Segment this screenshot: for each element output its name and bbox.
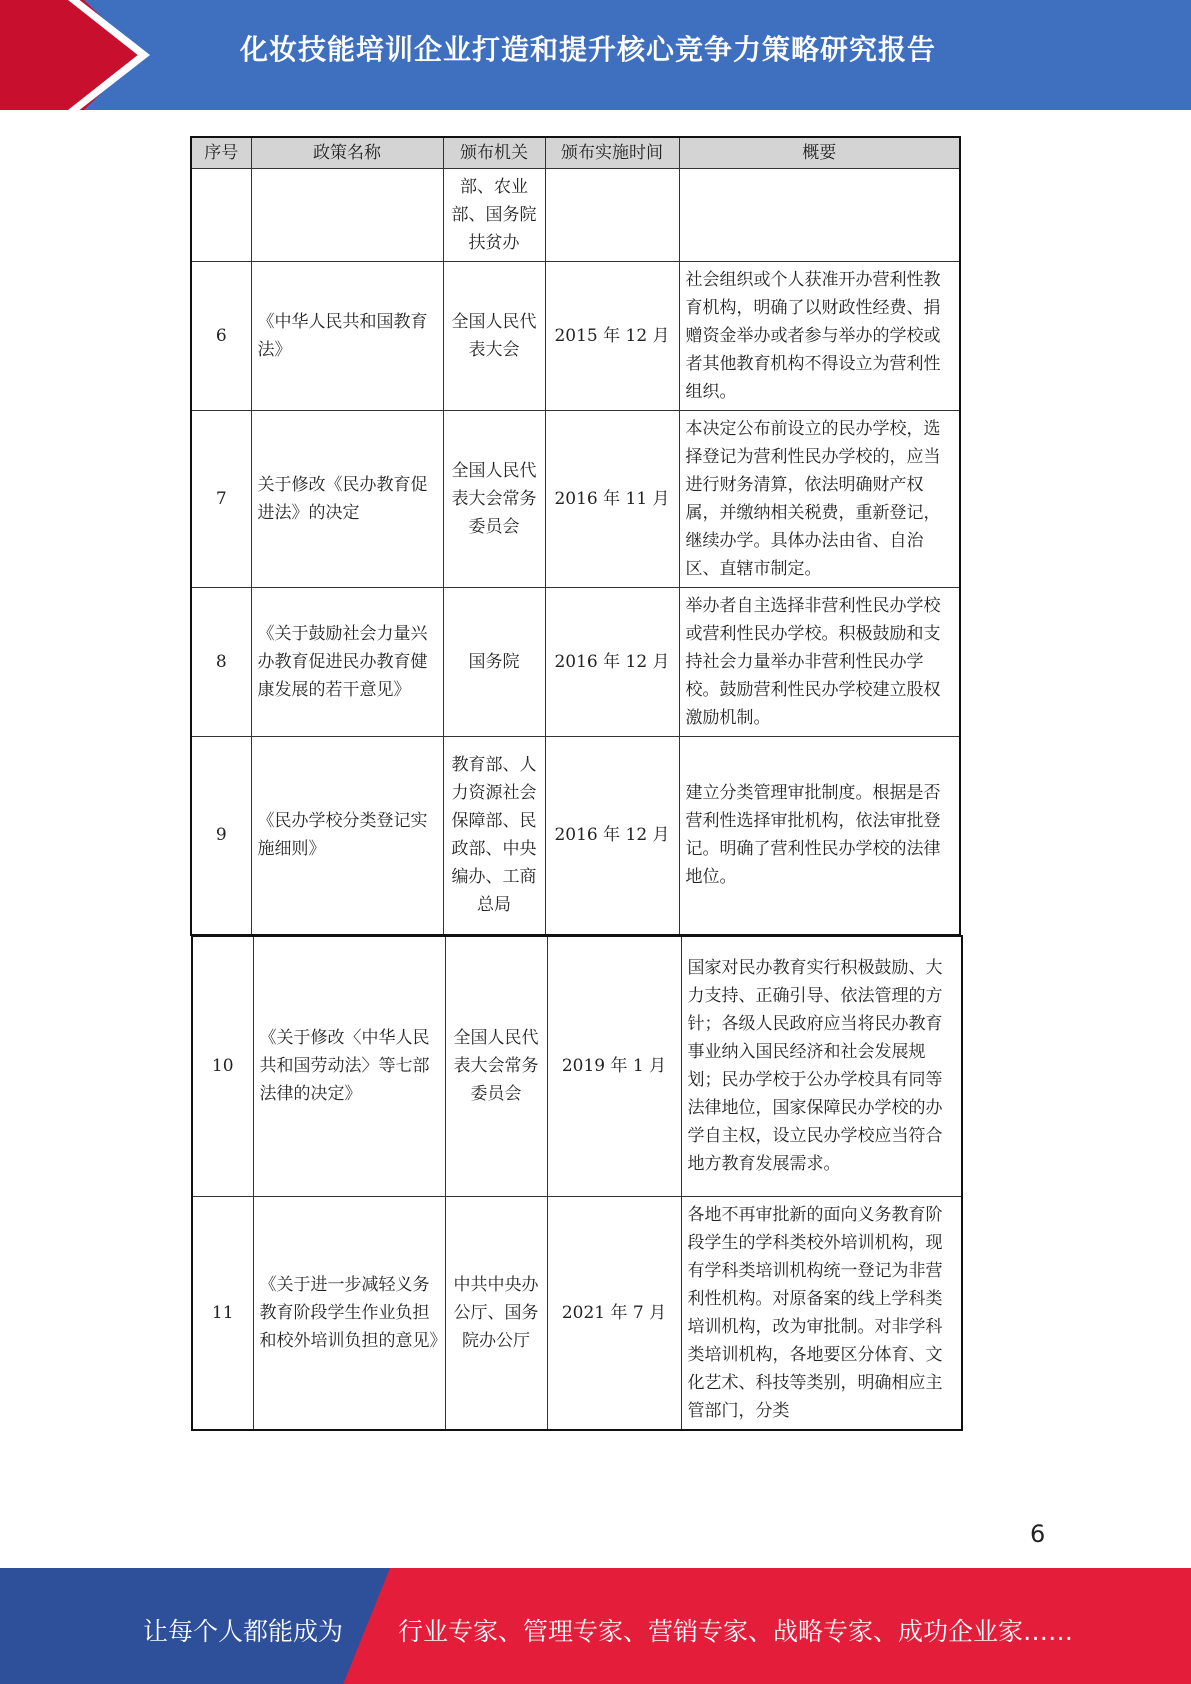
cell-no: 7	[191, 411, 251, 588]
cell-no: 11	[192, 1196, 253, 1430]
page-number: 6	[1030, 1520, 1046, 1548]
cell-date: 2015 年 12 月	[545, 262, 679, 411]
cell-agency: 教育部、人力资源社会保障部、民政部、中央编办、工商总局	[443, 737, 545, 935]
header-agency: 颁布机关	[443, 137, 545, 169]
footer-slogan-right: 行业专家、管理专家、营销专家、战略专家、成功企业家……	[398, 1617, 1074, 1646]
cell-summary: 建立分类管理审批制度。根据是否营利性选择审批机构，依法审批登记。明确了营利性民办学校的法律地位。	[679, 737, 960, 935]
header-name: 政策名称	[251, 137, 443, 169]
cell-agency: 国务院	[443, 588, 545, 737]
cell-no: 6	[191, 262, 251, 411]
cell-date: 2019 年 1 月	[547, 936, 681, 1196]
cell-agency: 全国人民代表大会	[443, 262, 545, 411]
cell-no: 10	[192, 936, 253, 1196]
report-title: 化妆技能培训企业打造和提升核心竞争力策略研究报告	[240, 33, 937, 66]
cell-name: 关于修改《民办教育促进法》的决定	[251, 411, 443, 588]
table-header-row	[191, 137, 960, 169]
cell-date: 2021 年 7 月	[547, 1196, 681, 1430]
cell-name: 《关于修改〈中华人民共和国劳动法〉等七部法律的决定》	[253, 936, 445, 1196]
cell-summary: 各地不再审批新的面向义务教育阶段学生的学科类校外培训机构，现有学科类培训机构统一登记为非营利性机构。对原备案的线上学科类培训机构，改为审批制。对非学科类培训机构，各地要区分体育、文化艺术、科技等类别，明确相应主管部门，分类	[681, 1196, 962, 1430]
cell-name: 《民办学校分类登记实施细则》	[251, 737, 443, 935]
policy-table-part-2	[191, 935, 963, 1431]
table-row	[191, 588, 960, 737]
header-date: 颁布实施时间	[545, 137, 679, 169]
cell-date: 2016 年 12 月	[545, 737, 679, 935]
cell-agency: 部、农业部、国务院扶贫办	[443, 169, 545, 262]
cell-agency: 全国人民代表大会常务委员会	[443, 411, 545, 588]
table-row	[191, 411, 960, 588]
cell-summary: 本决定公布前设立的民办学校，选择登记为营利性民办学校的，应当进行财务清算，依法明确财产权属，并缴纳相关税费，重新登记，继续办学。具体办法由省、自治区、直辖市制定。	[679, 411, 960, 588]
table-row	[192, 1196, 962, 1430]
header-banner	[0, 0, 1191, 110]
cell-name: 《关于鼓励社会力量兴办教育促进民办教育健康发展的若干意见》	[251, 588, 443, 737]
cell-summary	[679, 169, 960, 262]
cell-summary: 国家对民办教育实行积极鼓励、大力支持、正确引导、依法管理的方针；各级人民政府应当将民办教育事业纳入国民经济和社会发展规划；民办学校于公办学校具有同等法律地位，国家保障民办学校的办学自主权，设立民办学校应当符合地方教育发展需求。	[681, 936, 962, 1196]
header-red-chevron	[0, 0, 140, 110]
header-summary: 概要	[679, 137, 960, 169]
header-no: 序号	[191, 137, 251, 169]
cell-summary: 举办者自主选择非营利性民办学校或营利性民办学校。积极鼓励和支持社会力量举办非营利性民办学校。鼓励营利性民办学校建立股权激励机制。	[679, 588, 960, 737]
footer-slogan-left: 让每个人都能成为	[143, 1617, 344, 1646]
table-row-continued	[191, 169, 960, 262]
cell-summary: 社会组织或个人获准开办营利性教育机构，明确了以财政性经费、捐赠资金举办或者参与举办的学校或者其他教育机构不得设立为营利性组织。	[679, 262, 960, 411]
cell-name: 《中华人民共和国教育法》	[251, 262, 443, 411]
cell-name: 《关于进一步减轻义务教育阶段学生作业负担和校外培训负担的意见》	[253, 1196, 445, 1430]
table-row	[191, 262, 960, 411]
cell-agency: 中共中央办公厅、国务院办公厅	[445, 1196, 547, 1430]
footer-banner	[0, 1568, 1191, 1684]
cell-date: 2016 年 11 月	[545, 411, 679, 588]
cell-name	[251, 169, 443, 262]
policy-table-part-1	[190, 136, 961, 936]
cell-no: 8	[191, 588, 251, 737]
cell-date: 2016 年 12 月	[545, 588, 679, 737]
table-row	[192, 936, 962, 1196]
table-row	[191, 737, 960, 935]
cell-no	[191, 169, 251, 262]
cell-agency: 全国人民代表大会常务委员会	[445, 936, 547, 1196]
cell-date	[545, 169, 679, 262]
cell-no: 9	[191, 737, 251, 935]
